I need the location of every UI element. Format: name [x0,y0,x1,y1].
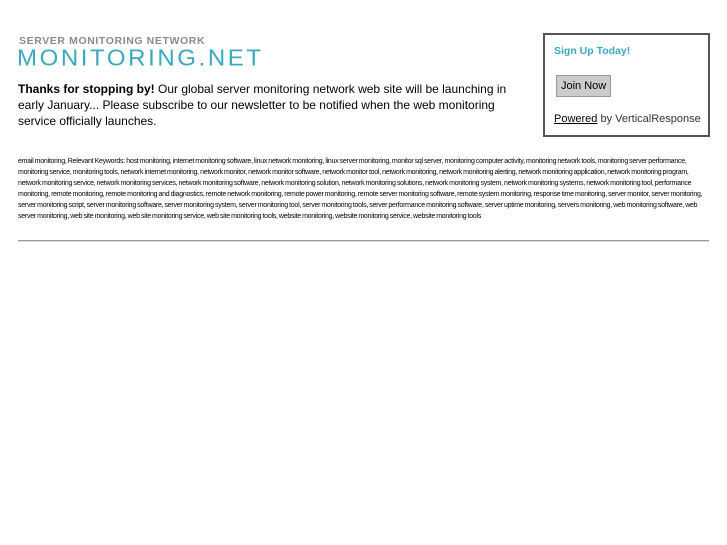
powered-link[interactable]: Powered [554,113,598,125]
intro-bold: Thanks for stopping by! [18,82,155,96]
intro-paragraph [18,81,523,129]
signup-box [543,33,710,137]
site-tagline: SERVER MONITORING NETWORK [19,35,206,47]
signup-title: Sign Up Today! [554,45,631,57]
keywords-text: email monitoring, Relevant Keywords: host monitoring, internet monitoring software, linux network monitoring, linux server monitoring, monitor sql server, monitoring computer activity, monitoring network tools, monitoring server performance, monitoring service, monitoring tools, network internet monitoring, network monitor, network monitor software, network monitor tool, network monitoring, network monitoring alerting, network monitoring application, network monitoring program, network monitoring service, network monitoring services, network monitoring software, network monitoring solution, network monitoring solutions, network monitoring system, network monitoring systems, network monitoring tool, performance monitoring, remote monitoring, remote monitoring and diagnostics, remote network monitoring, remote power monitoring, remote server monitoring software, remote system monitoring, response time monitoring, server monitor, server monitoring, server monitoring script, server monitoring software, server monitoring system, server monitoring tool, server monitoring tools, server performance monitoring software, server uptime monitoring, servers monitoring, web monitoring software, web server monitoring, web site monitoring, web site monitoring service, web site monitoring tools, website monitoring, website monitoring service, website monitoring tools [18,158,703,220]
powered-by-text: by VerticalResponse [597,113,701,125]
join-now-button[interactable]: Join Now [556,75,611,97]
site-logo[interactable]: MONITORING.NET [17,45,264,72]
intro-text: Our global server monitoring network web site will be launching in early January... Please subscribe to our newsletter to be notified when the web monitoring service officially launches. [18,82,507,128]
divider [18,240,709,242]
powered-by [554,113,701,125]
